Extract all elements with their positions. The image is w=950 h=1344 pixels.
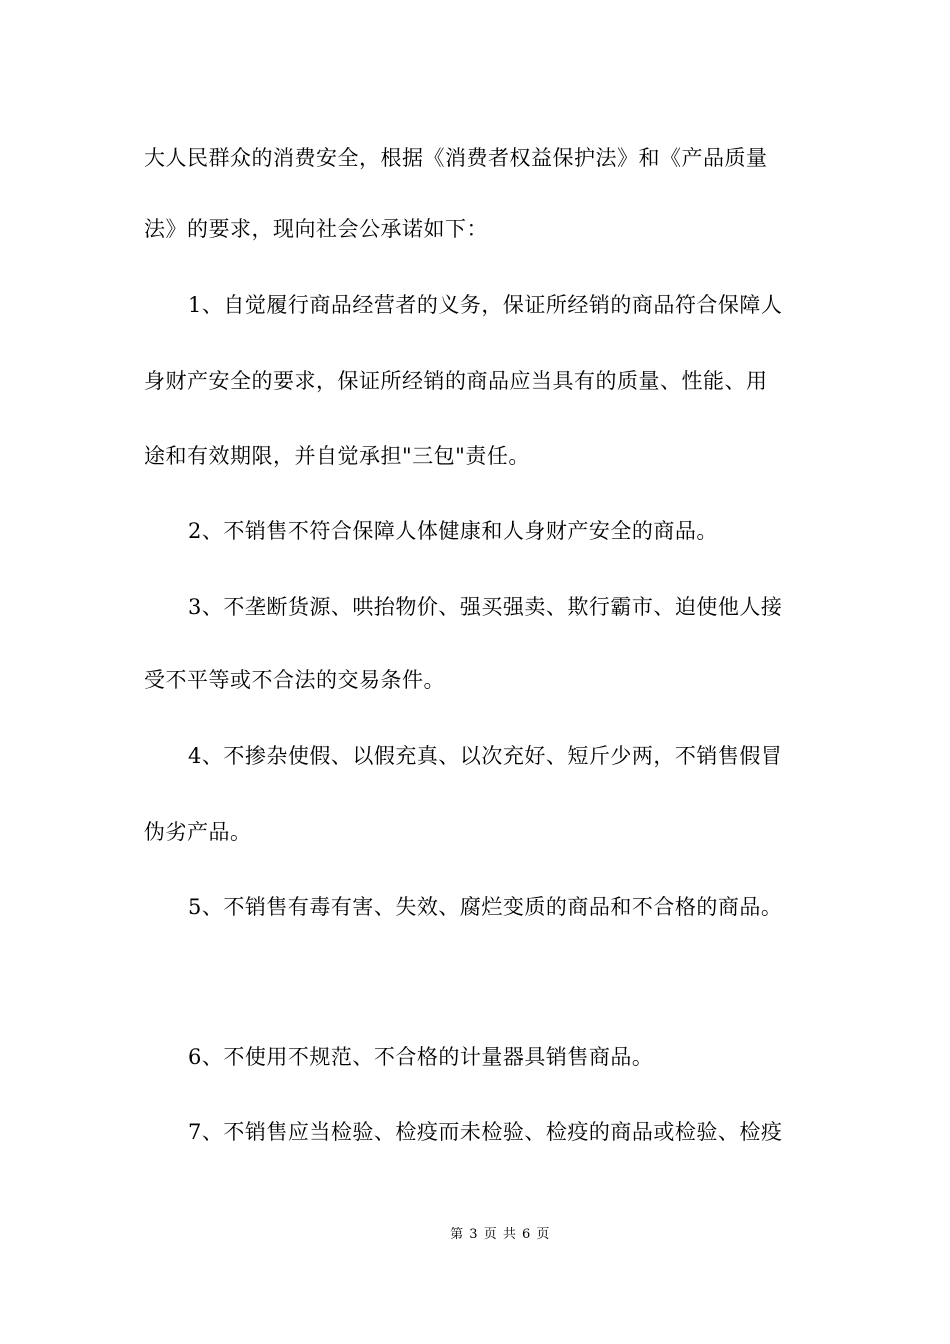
page-number: 第 3 页 共 6 页 [450, 1227, 551, 1242]
item-3-line-2: 受不平等或不合法的交易条件。 [144, 668, 445, 692]
text-line-2: 法》的要求，现向社会公承诺如下： [144, 217, 488, 241]
item-3-line-1: 3、不垄断货源、哄抬物价、强买强卖、欺行霸市、迫使他人接 [188, 595, 783, 619]
item-1-line-2: 身财产安全的要求，保证所经销的商品应当具有的质量、性能、用 [144, 369, 768, 393]
item-1-line-3: 途和有效期限，并自觉承担"三包"责任。 [144, 444, 530, 468]
item-5-line-1: 5、不销售有毒有害、失效、腐烂变质的商品和不合格的商品。 [188, 895, 783, 919]
item-4-line-2: 伪劣产品。 [144, 820, 252, 844]
item-4-line-1: 4、不掺杂使假、以假充真、以次充好、短斤少两，不销售假冒 [188, 744, 783, 768]
text-line-1: 大人民群众的消费安全，根据《消费者权益保护法》和《产品质量 [144, 146, 768, 170]
item-7-line-1: 7、不销售应当检验、检疫而未检验、检疫的商品或检验、检疫 [188, 1120, 783, 1144]
item-1-line-1: 1、自觉履行商品经营者的义务，保证所经销的商品符合保障人 [188, 293, 783, 317]
page-footer [0, 1208, 950, 1262]
item-6-line-1: 6、不使用不规范、不合格的计量器具销售商品。 [188, 1045, 654, 1069]
item-2-line-1: 2、不销售不符合保障人体健康和人身财产安全的商品。 [188, 519, 718, 543]
